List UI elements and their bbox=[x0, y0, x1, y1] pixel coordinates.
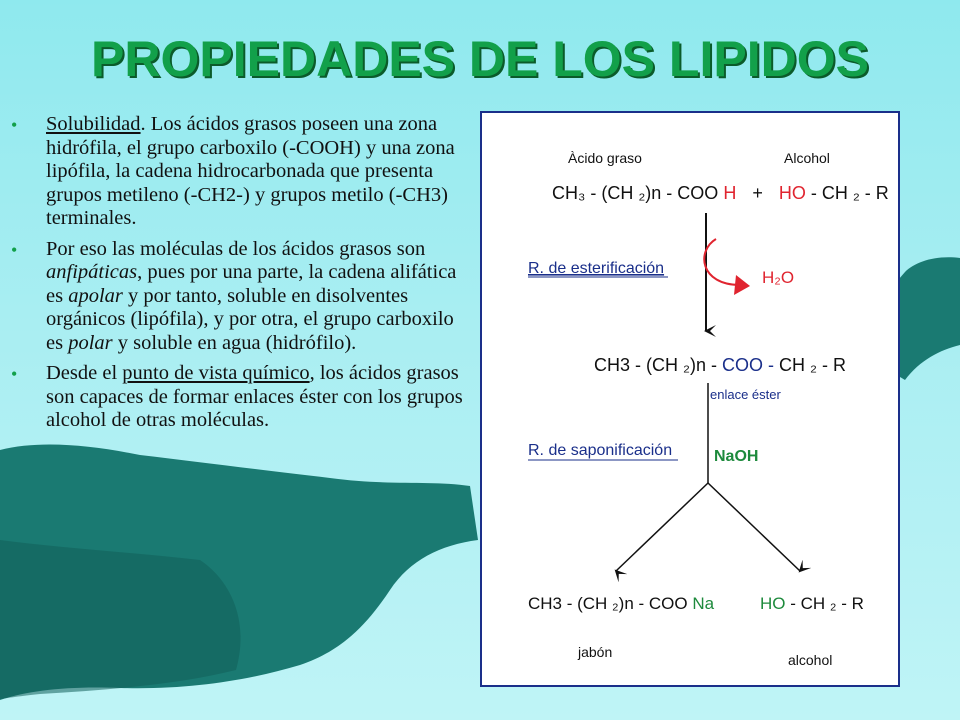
alcohol-formula bbox=[760, 594, 864, 613]
soap-na: Na bbox=[692, 594, 715, 613]
soap-formula bbox=[528, 594, 715, 613]
page-title: PROPIEDADES DE LOS LIPIDOS bbox=[91, 31, 869, 87]
equation-reactants bbox=[552, 183, 889, 203]
bullet-text-segment: apolar bbox=[68, 284, 123, 307]
bullet-text-segment: polar bbox=[68, 331, 113, 354]
bullet-list bbox=[8, 113, 466, 440]
eq1-h: H bbox=[723, 183, 737, 203]
arm-shape bbox=[0, 540, 241, 699]
bullet-text-segment: , pues por una parte, la cadena alifática es bbox=[46, 261, 457, 307]
bullet-item bbox=[8, 362, 466, 433]
bullet-text-segment: anfipáticas bbox=[46, 261, 138, 283]
bullet-item bbox=[8, 113, 466, 231]
water-label: H₂O bbox=[762, 268, 795, 287]
bullet-text-segment: Desde el bbox=[46, 362, 123, 384]
ester-left: CH3 - (CH ₂)n - bbox=[594, 355, 722, 375]
bullet-text-segment: punto de vista químico bbox=[122, 362, 310, 384]
saponification-label: R. de saponificación bbox=[528, 442, 673, 459]
water-arrow-head bbox=[734, 275, 750, 295]
bullet-text-segment: Por eso las moléculas de los ácidos grasos son bbox=[46, 237, 426, 260]
alcohol-product-label: alcohol bbox=[788, 652, 833, 668]
eq1-ho: HO bbox=[778, 183, 806, 203]
bullet-marker: • bbox=[11, 115, 18, 135]
bullet-text-segment: , los ácidos grasos son capaces de formar enlaces éster con los grupos alcohol de otras moléculas. bbox=[46, 362, 463, 431]
acid-label: Àcido graso bbox=[568, 150, 642, 166]
eq1-left: CH₃ - (CH ₂)n - COO bbox=[552, 183, 724, 203]
soap-left: CH3 - (CH ₂)n - COO bbox=[528, 594, 693, 613]
bullet-marker: • bbox=[11, 239, 18, 260]
bullet-text-segment: Solubilidad bbox=[46, 113, 141, 135]
bullet-item bbox=[8, 238, 466, 356]
split-arrow-right bbox=[708, 483, 800, 571]
soap-label: jabón bbox=[578, 644, 613, 660]
alc-ho: HO bbox=[760, 594, 786, 613]
eq1-right: - CH ₂ - R bbox=[805, 183, 889, 203]
ester-formula bbox=[594, 355, 846, 375]
bullet-marker: • bbox=[11, 364, 18, 384]
water-curve-arrow bbox=[704, 239, 740, 285]
alc-right: - CH ₂ - R bbox=[785, 594, 864, 613]
ester-coo: COO - bbox=[722, 355, 774, 375]
bullet-text-segment: y por tanto, soluble en disolventes orgánicos (lipófila), y por otra, el grupo carboxilo es bbox=[46, 284, 454, 354]
naoh-label: NaOH bbox=[714, 448, 759, 465]
bullet-text-segment: y soluble en agua (hidrófilo). bbox=[112, 331, 357, 354]
esterification-label: R. de esterificación bbox=[528, 260, 665, 277]
eq1-plus: + bbox=[752, 183, 763, 203]
reaction-diagram bbox=[480, 111, 900, 687]
alcohol-label: Alcohol bbox=[784, 150, 830, 166]
bullet-text-segment: . Los ácidos grasos poseen una zona hidrófila, el grupo carboxilo (-COOH) y una zona lipófila, la cadena hidrocarbonada que presenta grupos metileno (-CH2-) y grupos metilo (-CH3) terminales. bbox=[46, 113, 455, 229]
split-arrow-left bbox=[616, 483, 708, 571]
ester-right: CH ₂ - R bbox=[774, 355, 846, 375]
ester-bond-label: enlace éster bbox=[710, 387, 781, 402]
